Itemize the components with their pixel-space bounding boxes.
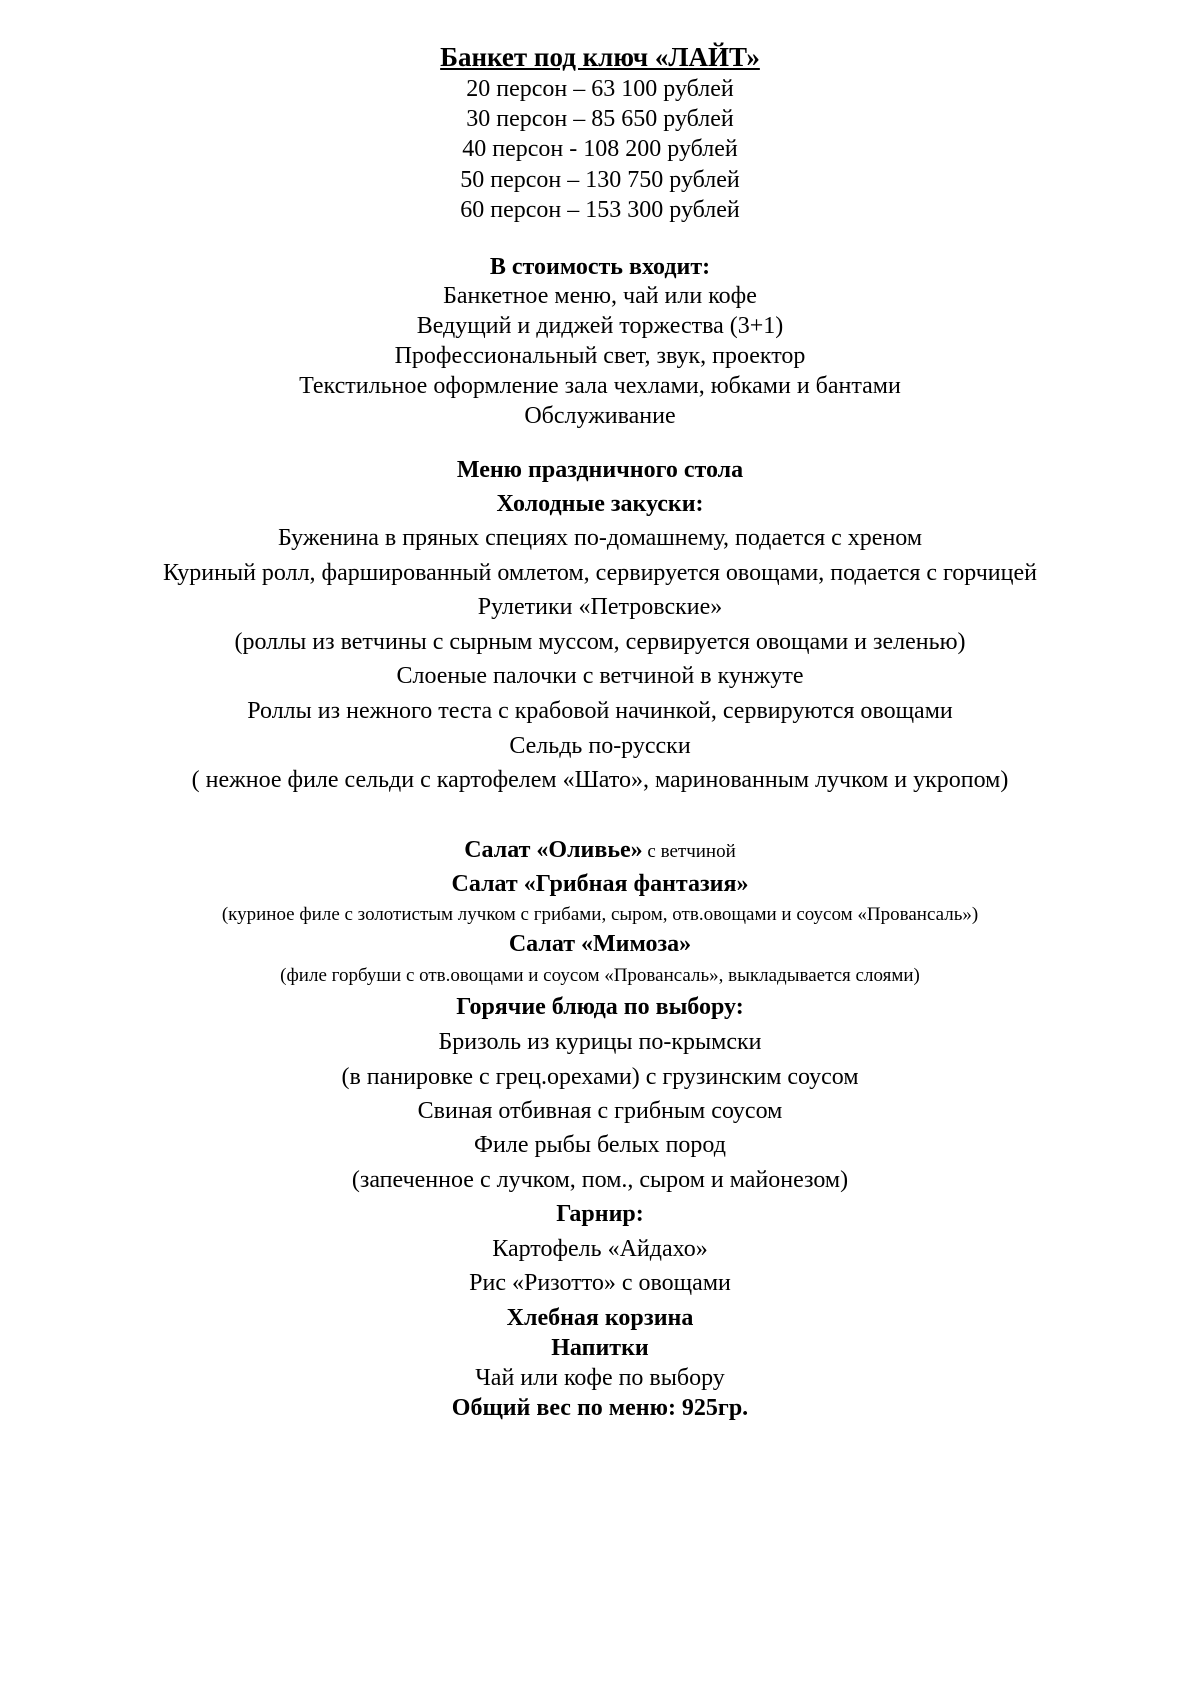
- price-line: 20 персон – 63 100 рублей: [466, 76, 734, 102]
- total-weight: Общий вес по меню: 925гр.: [451, 1395, 749, 1421]
- salad-mushroom-description: (куриное филе с золотистым лучком с грибами, сыром, отв.овощами и соусом «Провансаль»): [221, 904, 979, 925]
- hot-dishes-heading: Горячие блюда по выбору:: [456, 994, 744, 1020]
- price-line: 60 персон – 153 300 рублей: [460, 197, 740, 223]
- price-line: 30 персон – 85 650 рублей: [466, 106, 734, 132]
- salad-mimosa-description: (филе горбуши с отв.овощами и соусом «Провансаль», выкладывается слоями): [280, 965, 920, 986]
- drinks-heading: Напитки: [551, 1335, 649, 1361]
- hot-dish-item: Свиная отбивная с грибным соусом: [417, 1098, 783, 1124]
- included-heading: В стоимость входит:: [489, 254, 711, 280]
- salad-mushroom-name: Салат «Грибная фантазия»: [451, 871, 749, 897]
- cold-snack-item: Слоеные палочки с ветчиной в кунжуте: [396, 663, 804, 689]
- salad-mimosa-name: Салат «Мимоза»: [508, 931, 692, 957]
- salad-olivier: [0, 838, 1200, 862]
- cold-snack-item: Сельдь по-русски: [509, 733, 691, 759]
- salad-olivier-name: Салат «Оливье»: [464, 837, 643, 863]
- hot-dish-item: Филе рыбы белых пород: [474, 1132, 726, 1158]
- included-item: Обслуживание: [524, 403, 676, 429]
- included-item: Профессиональный свет, звук, проектор: [394, 343, 806, 369]
- included-item: Текстильное оформление зала чехлами, юбками и бантами: [299, 373, 901, 399]
- bread-basket: Хлебная корзина: [506, 1305, 694, 1331]
- cold-snack-item: Буженина в пряных специях по-домашнему, подается с хреном: [277, 525, 923, 551]
- price-line: 40 персон - 108 200 рублей: [462, 136, 738, 162]
- cold-snack-description: (роллы из ветчины с сырным муссом, сервируется овощами и зеленью): [234, 629, 966, 655]
- cold-snack-description: ( нежное филе сельди с картофелем «Шато», маринованным лучком и укропом): [191, 767, 1009, 793]
- garnish-heading: Гарнир:: [556, 1201, 644, 1227]
- hot-dish-description: (запеченное с лучком, пом., сыром и майонезом): [351, 1167, 849, 1193]
- price-line: 50 персон – 130 750 рублей: [460, 167, 740, 193]
- drinks-item: Чай или кофе по выбору: [475, 1365, 725, 1391]
- cold-snack-item: Рулетики «Петровские»: [477, 594, 723, 620]
- menu-heading: Меню праздничного стола: [456, 457, 744, 483]
- included-item: Ведущий и диджей торжества (3+1): [416, 313, 784, 339]
- cold-snacks-heading: Холодные закуски:: [496, 491, 704, 517]
- cold-snack-item: Роллы из нежного теста с крабовой начинкой, сервируются овощами: [247, 698, 953, 724]
- salad-olivier-note: с ветчиной: [642, 841, 736, 862]
- garnish-item: Картофель «Айдахо»: [492, 1236, 708, 1262]
- garnish-item: Рис «Ризотто» с овощами: [469, 1270, 731, 1296]
- included-item: Банкетное меню, чай или кофе: [443, 283, 757, 309]
- document-title: Банкет под ключ «ЛАЙТ»: [440, 42, 760, 72]
- hot-dish-description: (в панировке с грец.орехами) с грузинским соусом: [341, 1064, 859, 1090]
- cold-snack-item: Куриный ролл, фаршированный омлетом, сервируется овощами, подается с горчицей: [163, 560, 1037, 586]
- hot-dish-item: Бризоль из курицы по-крымски: [438, 1029, 762, 1055]
